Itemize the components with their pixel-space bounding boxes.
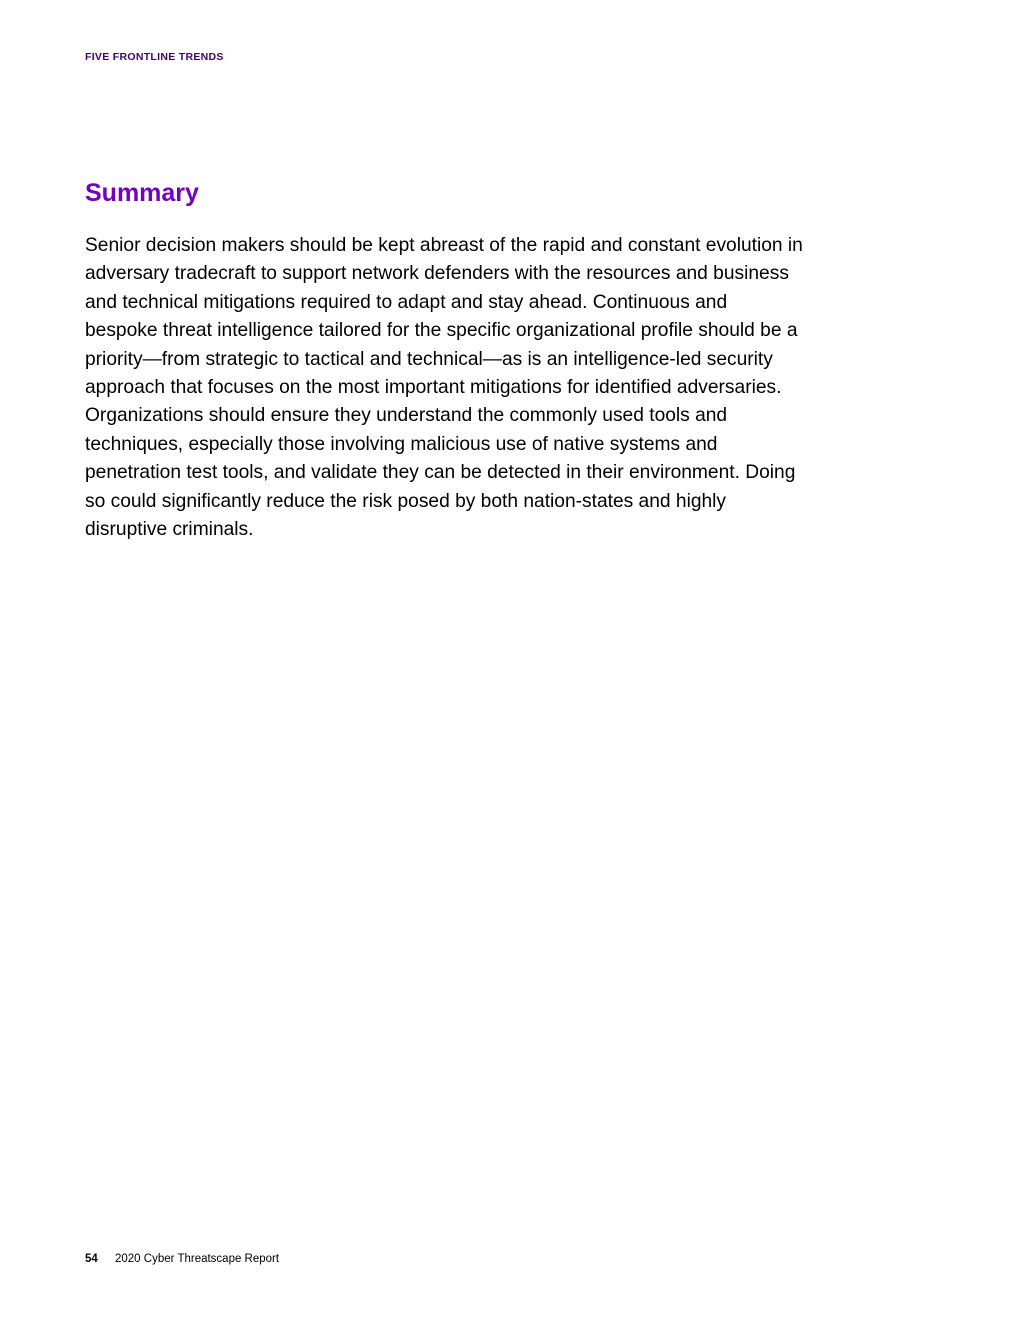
section-title: Summary	[85, 179, 199, 207]
page-number: 54	[85, 1253, 98, 1265]
running-header-section-label: FIVE FRONTLINE TRENDS	[85, 51, 224, 63]
footer-report-title: 2020 Cyber Threatscape Report	[115, 1253, 280, 1265]
page-footer	[85, 1253, 279, 1265]
summary-paragraph: Senior decision makers should be kept abreast of the rapid and constant evolution in adversary tradecraft to support network defenders with the resources and business and technical mitigations required to adapt and stay ahead. Continuous and bespoke threat intelligence tailored for the specific organizational profile should be a priority—from strategic to tactical and technical—as is an intelligence-led security approach that focuses on the most important mitigations for identified adversaries. Organizations should ensure they understand the commonly used tools and techniques, especially those involving malicious use of native systems and penetration test tools, and validate they can be detected in their environment. Doing so could significantly reduce the risk posed by both nation-states and highly disruptive criminals.	[85, 235, 803, 541]
